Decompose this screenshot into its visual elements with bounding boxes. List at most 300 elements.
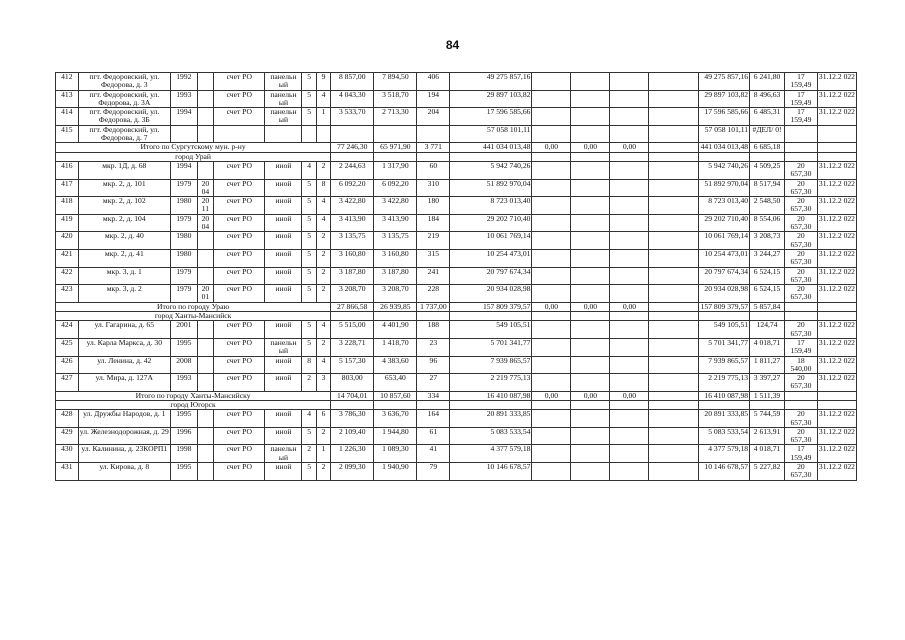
- table-cell: счет РО: [214, 356, 265, 374]
- subtotal-cell: 0,00: [610, 143, 649, 152]
- table-cell: [532, 356, 571, 374]
- table-cell: 5: [302, 179, 316, 197]
- table-cell: пгт. Федоровский, ул. Федорова, д. 3Б: [78, 108, 170, 126]
- table-cell: [571, 427, 610, 445]
- subtotal-cell: 0,00: [571, 302, 610, 311]
- table-cell: [571, 285, 610, 303]
- empty-cell: [698, 400, 749, 409]
- table-cell: [532, 232, 571, 250]
- table-cell: [649, 232, 698, 250]
- table-cell: [610, 125, 649, 143]
- subtotal-cell: [785, 302, 818, 311]
- table-cell: пгт. Федоровский, ул. Федорова, д. 7: [78, 125, 170, 143]
- table-cell: [197, 374, 213, 392]
- subtotal-cell: 10 857,60: [374, 391, 417, 400]
- table-cell: [197, 427, 213, 445]
- empty-cell: [649, 312, 698, 321]
- table-cell: 7 894,50: [374, 73, 417, 91]
- table-cell: 10 254 473,01: [698, 249, 749, 267]
- table-cell: 10 254 473,01: [450, 249, 532, 267]
- table-cell: [571, 410, 610, 428]
- table-cell: [649, 374, 698, 392]
- table-cell: 2 219 775,13: [450, 374, 532, 392]
- table-cell: 3 160,80: [374, 249, 417, 267]
- table-cell: иной: [265, 356, 302, 374]
- empty-cell: [450, 400, 532, 409]
- table-cell: 549 105,51: [450, 321, 532, 339]
- table-cell: [571, 73, 610, 91]
- table-cell: 31.12.2 022: [817, 108, 856, 126]
- housing-table: [55, 72, 857, 481]
- table-cell: [197, 161, 213, 179]
- table-cell: [610, 214, 649, 232]
- table-cell: 3 413,90: [331, 214, 374, 232]
- table-cell: 3 786,30: [331, 410, 374, 428]
- subtotal-row: [56, 391, 857, 400]
- table-cell: счет РО: [214, 232, 265, 250]
- table-cell: [532, 427, 571, 445]
- table-cell: [649, 90, 698, 108]
- table-cell: мкр. 3, д. 1: [78, 267, 170, 285]
- table-cell: 5 083 533,54: [698, 427, 749, 445]
- table-row: [56, 108, 857, 126]
- table-cell: 1994: [171, 108, 198, 126]
- table-cell: [316, 125, 330, 143]
- table-cell: [571, 108, 610, 126]
- table-cell: 420: [56, 232, 79, 250]
- table-cell: 7 939 865,57: [450, 356, 532, 374]
- empty-cell: [610, 312, 649, 321]
- table-cell: 1 317,90: [374, 161, 417, 179]
- table-cell: 20 657,30: [785, 179, 818, 197]
- empty-cell: [610, 152, 649, 161]
- empty-cell: [785, 312, 818, 321]
- table-cell: [649, 356, 698, 374]
- table-cell: 1 418,70: [374, 338, 417, 356]
- table-cell: [649, 321, 698, 339]
- table-cell: иной: [265, 214, 302, 232]
- empty-cell: [331, 312, 374, 321]
- table-cell: пгт. Федоровский, ул. Федорова, д. 3А: [78, 90, 170, 108]
- table-cell: иной: [265, 410, 302, 428]
- table-cell: 1 811,27: [750, 356, 785, 374]
- table-cell: 5 157,30: [331, 356, 374, 374]
- table-cell: 4 043,30: [331, 90, 374, 108]
- table-cell: 4: [316, 90, 330, 108]
- empty-cell: [785, 152, 818, 161]
- table-cell: [649, 338, 698, 356]
- table-cell: 20 657,30: [785, 463, 818, 481]
- table-cell: 79: [417, 463, 450, 481]
- table-cell: 2 109,40: [331, 427, 374, 445]
- table-cell: [610, 232, 649, 250]
- table-cell: счет РО: [214, 161, 265, 179]
- table-cell: [571, 356, 610, 374]
- table-cell: ул. Железнодорожная, д. 29: [78, 427, 170, 445]
- table-cell: 1979: [171, 214, 198, 232]
- table-cell: счет РО: [214, 445, 265, 463]
- empty-cell: [785, 400, 818, 409]
- table-cell: [610, 374, 649, 392]
- table-cell: 4 509,25: [750, 161, 785, 179]
- table-row: [56, 445, 857, 463]
- subtotal-cell: 157 809 379,57: [698, 302, 749, 311]
- table-row: [56, 73, 857, 91]
- table-cell: 1980: [171, 197, 198, 215]
- table-cell: [197, 267, 213, 285]
- subtotal-cell: 0,00: [532, 391, 571, 400]
- table-cell: 2: [302, 374, 316, 392]
- table-cell: [649, 197, 698, 215]
- table-cell: 10 061 769,14: [698, 232, 749, 250]
- table-cell: 1980: [171, 232, 198, 250]
- table-cell: 17 159,49: [785, 338, 818, 356]
- table-cell: 31.12.2 022: [817, 410, 856, 428]
- table-cell: 414: [56, 108, 79, 126]
- table-cell: [785, 125, 818, 143]
- table-cell: 17 596 585,66: [450, 108, 532, 126]
- table-cell: [610, 356, 649, 374]
- table-cell: ул. Калинина, д. 23КОРП1: [78, 445, 170, 463]
- table-cell: панельн ый: [265, 445, 302, 463]
- table-cell: 3 160,80: [331, 249, 374, 267]
- table-cell: 3 187,80: [374, 267, 417, 285]
- table-cell: 31.12.2 022: [817, 161, 856, 179]
- table-cell: 20 657,30: [785, 410, 818, 428]
- table-cell: [197, 108, 213, 126]
- table-cell: 1979: [171, 179, 198, 197]
- table-cell: [532, 249, 571, 267]
- subtotal-cell: [817, 143, 856, 152]
- table-cell: 2001: [171, 321, 198, 339]
- table-row: [56, 179, 857, 197]
- table-cell: [817, 125, 856, 143]
- empty-cell: [750, 400, 785, 409]
- table-cell: иной: [265, 267, 302, 285]
- table-cell: 419: [56, 214, 79, 232]
- table-cell: 6 524,15: [750, 267, 785, 285]
- table-cell: 20 657,30: [785, 374, 818, 392]
- subtotal-cell: 0,00: [571, 143, 610, 152]
- table-cell: 4 377 579,18: [698, 445, 749, 463]
- table-cell: [532, 90, 571, 108]
- table-cell: [610, 90, 649, 108]
- table-cell: 1995: [171, 338, 198, 356]
- table-cell: 2: [316, 232, 330, 250]
- table-cell: 2: [316, 338, 330, 356]
- table-cell: 20 657,30: [785, 214, 818, 232]
- table-cell: панельн ый: [265, 338, 302, 356]
- table-cell: 164: [417, 410, 450, 428]
- city-header-row: [56, 400, 857, 409]
- subtotal-cell: 0,00: [532, 302, 571, 311]
- table-cell: [649, 249, 698, 267]
- table-cell: 5 701 341,77: [450, 338, 532, 356]
- table-cell: 1992: [171, 73, 198, 91]
- table-cell: [214, 125, 265, 143]
- table-cell: 31.12.2 022: [817, 356, 856, 374]
- table-cell: 5: [302, 108, 316, 126]
- empty-cell: [417, 400, 450, 409]
- table-cell: счет РО: [214, 427, 265, 445]
- table-cell: 20 657,30: [785, 285, 818, 303]
- table-cell: 57 058 101,11: [450, 125, 532, 143]
- subtotal-cell: 0,00: [571, 391, 610, 400]
- table-cell: 423: [56, 285, 79, 303]
- table-cell: [571, 197, 610, 215]
- table-cell: [532, 73, 571, 91]
- table-cell: [649, 179, 698, 197]
- table-cell: [571, 249, 610, 267]
- table-cell: счет РО: [214, 197, 265, 215]
- table-cell: 4: [316, 356, 330, 374]
- table-cell: 426: [56, 356, 79, 374]
- subtotal-label: Итого по городу Ханты-Мансийску: [56, 391, 331, 400]
- table-cell: [649, 427, 698, 445]
- table-cell: [610, 179, 649, 197]
- table-cell: [571, 179, 610, 197]
- empty-cell: [817, 152, 856, 161]
- table-cell: 415: [56, 125, 79, 143]
- table-cell: [571, 463, 610, 481]
- table-cell: 20 657,30: [785, 427, 818, 445]
- table-cell: 1993: [171, 90, 198, 108]
- empty-cell: [817, 312, 856, 321]
- table-cell: иной: [265, 232, 302, 250]
- table-cell: пгт. Федоровский, ул. Федорова, д. 3: [78, 73, 170, 91]
- city-header-label: город Урай: [56, 152, 331, 161]
- table-cell: [571, 338, 610, 356]
- table-cell: 416: [56, 161, 79, 179]
- table-cell: мкр. 2, д. 40: [78, 232, 170, 250]
- table-row: [56, 214, 857, 232]
- table-cell: 219: [417, 232, 450, 250]
- table-cell: 20 797 674,34: [698, 267, 749, 285]
- table-cell: 412: [56, 73, 79, 91]
- table-row: [56, 267, 857, 285]
- subtotal-cell: 334: [417, 391, 450, 400]
- table-cell: [197, 356, 213, 374]
- table-cell: 2 244,63: [331, 161, 374, 179]
- table-cell: 23: [417, 338, 450, 356]
- table-cell: 8: [316, 179, 330, 197]
- table-cell: 5: [302, 214, 316, 232]
- city-header-row: [56, 312, 857, 321]
- table-cell: 424: [56, 321, 79, 339]
- table-cell: [197, 232, 213, 250]
- table-cell: 3 422,80: [374, 197, 417, 215]
- subtotal-cell: 441 034 013,48: [450, 143, 532, 152]
- table-cell: счет РО: [214, 410, 265, 428]
- table-cell: 8 723 013,40: [450, 197, 532, 215]
- table-cell: 41: [417, 445, 450, 463]
- table-cell: 124,74: [750, 321, 785, 339]
- table-cell: 417: [56, 179, 79, 197]
- table-cell: ул. Ленина, д. 42: [78, 356, 170, 374]
- table-cell: 10 061 769,14: [450, 232, 532, 250]
- subtotal-cell: 5 857,84: [750, 302, 785, 311]
- table-cell: 31.12.2 022: [817, 374, 856, 392]
- table-cell: [610, 285, 649, 303]
- table-cell: 1994: [171, 161, 198, 179]
- table-cell: [532, 267, 571, 285]
- table-cell: 803,00: [331, 374, 374, 392]
- table-cell: счет РО: [214, 374, 265, 392]
- table-cell: [171, 125, 198, 143]
- city-header-label: город Ханты-Мансийск: [56, 312, 331, 321]
- empty-cell: [374, 312, 417, 321]
- subtotal-cell: 27 866,58: [331, 302, 374, 311]
- table-cell: 6 485,31: [750, 108, 785, 126]
- subtotal-row: [56, 143, 857, 152]
- table-cell: 241: [417, 267, 450, 285]
- table-row: [56, 161, 857, 179]
- table-cell: 8 857,00: [331, 73, 374, 91]
- table-cell: мкр. 2, д. 41: [78, 249, 170, 267]
- table-row: [56, 232, 857, 250]
- subtotal-cell: 26 939,85: [374, 302, 417, 311]
- table-cell: [374, 125, 417, 143]
- table-cell: 2 219 775,13: [698, 374, 749, 392]
- empty-cell: [649, 152, 698, 161]
- table-row: [56, 374, 857, 392]
- table-cell: 17 159,49: [785, 73, 818, 91]
- table-cell: 4: [316, 214, 330, 232]
- table-cell: 5: [302, 338, 316, 356]
- table-cell: 20 657,30: [785, 321, 818, 339]
- table-cell: 549 105,51: [698, 321, 749, 339]
- table-cell: 421: [56, 249, 79, 267]
- table-cell: 18 540,00: [785, 356, 818, 374]
- table-cell: 5: [302, 321, 316, 339]
- table-cell: 3 244,27: [750, 249, 785, 267]
- table-cell: [532, 321, 571, 339]
- empty-cell: [698, 312, 749, 321]
- table-cell: [571, 267, 610, 285]
- table-cell: 4: [316, 197, 330, 215]
- table-cell: [331, 125, 374, 143]
- subtotal-cell: 6 685,18: [750, 143, 785, 152]
- table-cell: 6 524,15: [750, 285, 785, 303]
- table-cell: 1: [316, 445, 330, 463]
- subtotal-cell: 0,00: [610, 391, 649, 400]
- table-cell: [197, 321, 213, 339]
- table-cell: иной: [265, 285, 302, 303]
- table-row: [56, 197, 857, 215]
- subtotal-cell: 441 034 013,48: [698, 143, 749, 152]
- table-cell: счет РО: [214, 214, 265, 232]
- table-cell: [197, 249, 213, 267]
- table-cell: [532, 463, 571, 481]
- table-cell: [532, 445, 571, 463]
- table-cell: 31.12.2 022: [817, 463, 856, 481]
- table-cell: [532, 161, 571, 179]
- table-cell: счет РО: [214, 179, 265, 197]
- table-cell: 29 202 710,40: [450, 214, 532, 232]
- table-cell: [197, 90, 213, 108]
- table-cell: [532, 338, 571, 356]
- subtotal-label: Итого по городу Ураю: [56, 302, 331, 311]
- table-cell: 20 04: [197, 214, 213, 232]
- empty-cell: [331, 152, 374, 161]
- table-cell: 31.12.2 022: [817, 427, 856, 445]
- table-cell: [571, 161, 610, 179]
- table-cell: 20 04: [197, 179, 213, 197]
- table-cell: иной: [265, 463, 302, 481]
- subtotal-cell: [785, 391, 818, 400]
- table-cell: 31.12.2 022: [817, 338, 856, 356]
- table-cell: 5: [302, 90, 316, 108]
- table-cell: 31.12.2 022: [817, 232, 856, 250]
- table-cell: иной: [265, 161, 302, 179]
- table-cell: 96: [417, 356, 450, 374]
- empty-cell: [450, 312, 532, 321]
- table-cell: 61: [417, 427, 450, 445]
- table-cell: [532, 374, 571, 392]
- table-cell: [610, 410, 649, 428]
- table-cell: 3 208,70: [374, 285, 417, 303]
- subtotal-cell: 1 737,00: [417, 302, 450, 311]
- table-cell: мкр. 2, д. 102: [78, 197, 170, 215]
- table-cell: 5: [302, 249, 316, 267]
- table-cell: [571, 214, 610, 232]
- subtotal-cell: 0,00: [532, 143, 571, 152]
- empty-cell: [571, 152, 610, 161]
- table-cell: [610, 161, 649, 179]
- table-cell: 5: [302, 267, 316, 285]
- table-cell: [610, 321, 649, 339]
- table-cell: 31.12.2 022: [817, 214, 856, 232]
- table-cell: 20 891 333,85: [698, 410, 749, 428]
- table-cell: 5 227,82: [750, 463, 785, 481]
- table-cell: [571, 374, 610, 392]
- table-cell: иной: [265, 197, 302, 215]
- subtotal-cell: [817, 302, 856, 311]
- table-cell: счет РО: [214, 249, 265, 267]
- table-cell: иной: [265, 427, 302, 445]
- table-cell: 17 159,49: [785, 90, 818, 108]
- table-cell: 429: [56, 427, 79, 445]
- table-cell: 2: [316, 285, 330, 303]
- table-cell: иной: [265, 179, 302, 197]
- subtotal-cell: [649, 391, 698, 400]
- table-cell: 5: [302, 427, 316, 445]
- table-cell: [571, 90, 610, 108]
- table-cell: 8 496,63: [750, 90, 785, 108]
- table-cell: 8 554,06: [750, 214, 785, 232]
- subtotal-cell: 157 809 379,57: [450, 302, 532, 311]
- table-cell: мкр. 3, д. 2: [78, 285, 170, 303]
- table-cell: 5: [302, 197, 316, 215]
- table-cell: ул. Кирова, д. 8: [78, 463, 170, 481]
- subtotal-cell: [785, 143, 818, 152]
- table-cell: 180: [417, 197, 450, 215]
- table-cell: 31.12.2 022: [817, 249, 856, 267]
- table-cell: 3 208,70: [331, 285, 374, 303]
- table-cell: 31.12.2 022: [817, 285, 856, 303]
- subtotal-cell: 65 971,90: [374, 143, 417, 152]
- table-cell: [197, 445, 213, 463]
- subtotal-row: [56, 302, 857, 311]
- table-cell: иной: [265, 321, 302, 339]
- table-cell: 3: [316, 374, 330, 392]
- table-cell: 31.12.2 022: [817, 90, 856, 108]
- table-cell: мкр. 2, д. 104: [78, 214, 170, 232]
- table-row: [56, 249, 857, 267]
- empty-cell: [417, 152, 450, 161]
- empty-cell: [417, 312, 450, 321]
- table-cell: 29 897 103,82: [450, 90, 532, 108]
